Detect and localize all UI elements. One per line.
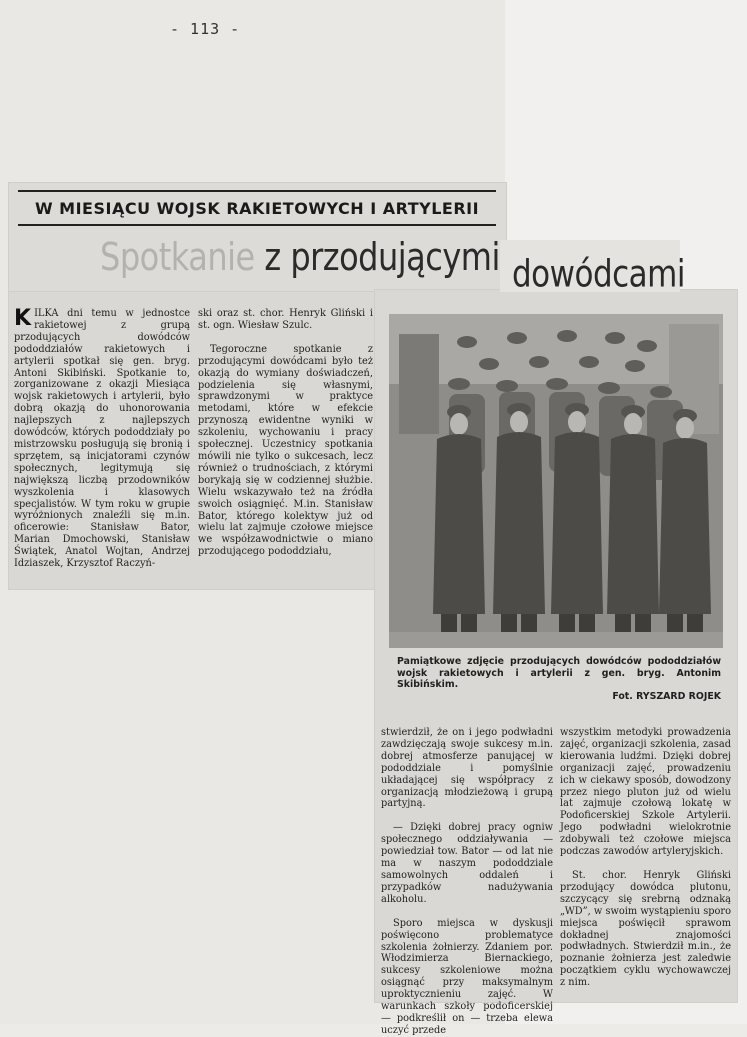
article-headline: W MIESIĄCU WOJSK RAKIETOWYCH I ARTYLERII	[18, 190, 496, 226]
paragraph: Sporo miejsca w dyskusji poświęcono problematyce szkolenia żołnierzy. Zdaniem por. Włodzimierza Biernackiego, sukcesy szkoleniowe można osiągnąć przy maksymalnym uproktycznieniu zajęć. W warunkach szkoły podoficerskiej — podkreślił on — trzeba elewa uczyć przede	[381, 917, 553, 1036]
drop-cap: K	[14, 306, 32, 331]
subheadline-tail-word: dowódcami	[512, 253, 685, 297]
group-photo	[389, 314, 723, 648]
photo-caption	[397, 656, 721, 702]
paragraph-text: ILKA dni temu w jednostce rakietowej z grupą przodujących dowódców pododdziałów rakietowych i artylerii spotkał się gen. bryg. Antoni Skibiński. Spotkanie to, zorganizowane z okazji Miesiąca wojsk rakietowych i artylerii, było dobrą okazją do uhonorowania najlepszych z najlepszych dowódców, których pododdziały po mistrzowsku posługują się bronią i sprzętem, są inicjatorami czynów społecznych, legitymują się największą liczbą przodowników wyszkolenia i klasowych specjalistów. W tym roku w grupie wyróżnionych znaleźli się m.in. oficerowie: Stanisław Bator, Marian Dmochowski, Stanisław Świątek, Anatol Wojtan, Andrzej Idziaszek, Krzysztof Raczyń-	[14, 308, 190, 570]
subheadline-main-words: z przodującymi	[254, 234, 500, 280]
page-number: - 113 -	[170, 20, 241, 38]
paragraph: stwierdził, że on i jego podwładni zawdzięczają swoje sukcesy m.in. dobrej atmosferze panującej w pododdziale i pomyślnie układającej się współpracy z organizacją młodzieżową i grupą partyjną.	[381, 727, 553, 810]
paragraph: wszystkim metodyki prowadzenia zajęć, organizacji szkolenia, zasad kierowania ludźmi. Dzięki dobrej organizacji zajęć, prowadzeniu ich w ciekawy sposób, dowodzony przez niego pluton już od wielu lat zajmuje czołową lokatę w Podoficerskiej Szkole Artylerii. Jego podwładni wielokrotnie zdobywali też czołowe miejsca podczas zawodów artyleryjskich.	[560, 727, 731, 858]
article-column-3	[381, 727, 553, 1036]
article-subheadline	[100, 234, 500, 280]
group-photo-figures	[389, 314, 723, 648]
subheadline-faded-word: Spotkanie	[100, 234, 255, 280]
article-column-4	[560, 727, 731, 999]
paragraph: ski oraz st. chor. Henryk Gliński i st. ogn. Wiesław Szulc.	[198, 308, 373, 331]
paragraph	[14, 308, 190, 570]
article-column-1	[14, 308, 190, 580]
paragraph: — Dzięki dobrej pracy ogniw społecznego oddziaływania — powiedział tow. Bator — od lat nie ma w naszym pododdziale samowolnych oddaleń i przypadków nadużywania alkoholu.	[381, 822, 553, 905]
paragraph: St. chor. Henryk Gliński przodujący dowódca plutonu, szczycący się srebrną odznaką „WD”, w swoim wystąpieniu sporo miejsca poświęcił sprawom dokładnej znajomości podwładnych. Stwierdził m.in., że poznanie żołnierza jest zaledwie początkiem cyklu wychowawczej z nim.	[560, 869, 731, 989]
paragraph: Tegoroczne spotkanie z przodującymi dowódcami było też okazją do wymiany doświadczeń, podzielenia się własnymi, sprawdzonymi w praktyce metodami, które w efekcie przynoszą ewidentne wyniki w szkoleniu, wychowaniu i pracy społecznej. Uczestnicy spotkania mówili nie tylko o sukcesach, lecz również o trudnościach, z którymi borykają się w codziennej służbie. Wielu wskazywało też na źródła swoich osiągnięć. M.in. Stanisław Bator, którego kolektyw już od wielu lat zajmuje czołowe miejsce we współzawodnictwie o miano przodującego pododdziału,	[198, 343, 373, 558]
caption-text: Pamiątkowe zdjęcie przodujących dowódców pododdziałów wojsk rakietowych i artylerii z gen. bryg. Antonim Skibińskim.	[397, 656, 721, 690]
photo-credit: Fot. RYSZARD ROJEK	[612, 690, 721, 702]
article-column-2	[198, 308, 373, 580]
